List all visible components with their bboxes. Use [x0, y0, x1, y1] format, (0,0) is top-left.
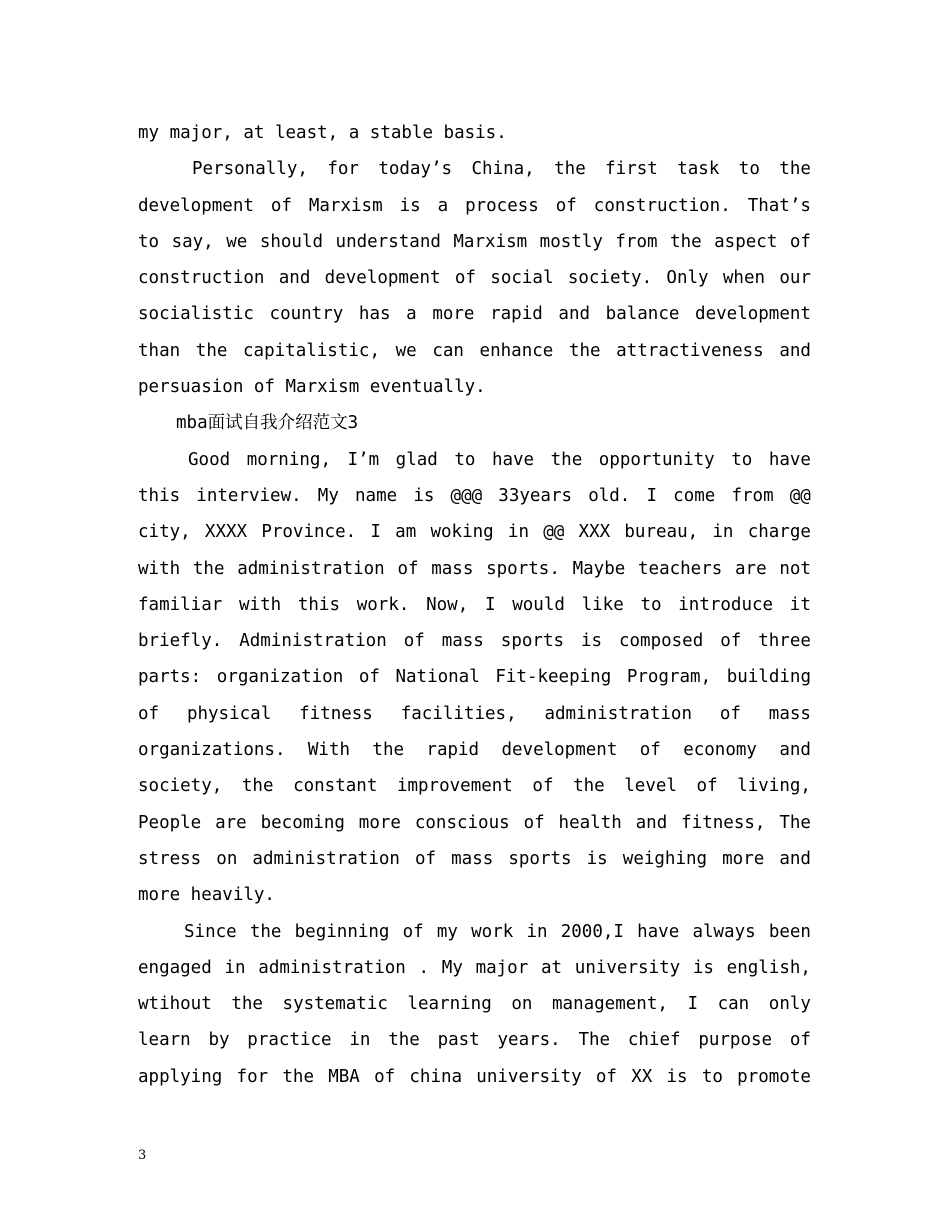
text-line: society, the constant improvement of the level of living,: [138, 776, 811, 797]
section-heading: mba面试自我介绍范文3: [176, 413, 359, 434]
text-line: construction and development of social society. Only when our: [138, 268, 811, 289]
text-line: more heavily.: [138, 885, 275, 906]
text-line: People are becoming more conscious of health and fitness, The: [138, 812, 811, 833]
text-line: socialistic country has a more rapid and balance development: [138, 304, 811, 325]
text-line: than the capitalistic, we can enhance the attractiveness and: [138, 340, 811, 361]
text-line: to say, we should understand Marxism mostly from the aspect of: [138, 231, 811, 252]
body-text: [138, 115, 811, 1095]
text-line: city, XXXX Province. I am woking in @@ XXX bureau, in charge: [138, 522, 811, 543]
text-line: wtihout the systematic learning on management, I can only: [138, 994, 811, 1015]
text-line: applying for the MBA of china university of XX is to promote: [138, 1066, 811, 1087]
text-line: familiar with this work. Now, I would like to introduce it: [138, 594, 811, 615]
text-line: of physical fitness facilities, administration of mass: [138, 703, 811, 724]
text-line: Personally, for today’s China, the first task to the: [192, 159, 811, 180]
text-line: persuasion of Marxism eventually.: [138, 377, 486, 398]
text-line: learn by practice in the past years. The chief purpose of: [138, 1030, 811, 1051]
text-line: my major, at least, a stable basis.: [138, 123, 507, 143]
text-line: Good morning, I’m glad to have the opportunity to have: [188, 449, 811, 470]
text-line: this interview. My name is @@@ 33years old. I come from @@: [138, 485, 811, 506]
page-number: 3: [138, 1148, 147, 1163]
text-line: development of Marxism is a process of construction. That’s: [138, 195, 811, 216]
text-line: Since the beginning of my work in 2000,I have always been: [184, 921, 811, 942]
text-line: stress on administration of mass sports is weighing more and: [138, 848, 811, 869]
text-line: parts: organization of National Fit-keeping Program, building: [138, 667, 811, 688]
text-line: with the administration of mass sports. Maybe teachers are not: [138, 558, 811, 579]
text-line: organizations. With the rapid development of economy and: [138, 740, 811, 761]
text-line: briefly. Administration of mass sports is composed of three: [138, 631, 811, 652]
text-line: engaged in administration . My major at university is english,: [138, 957, 811, 978]
